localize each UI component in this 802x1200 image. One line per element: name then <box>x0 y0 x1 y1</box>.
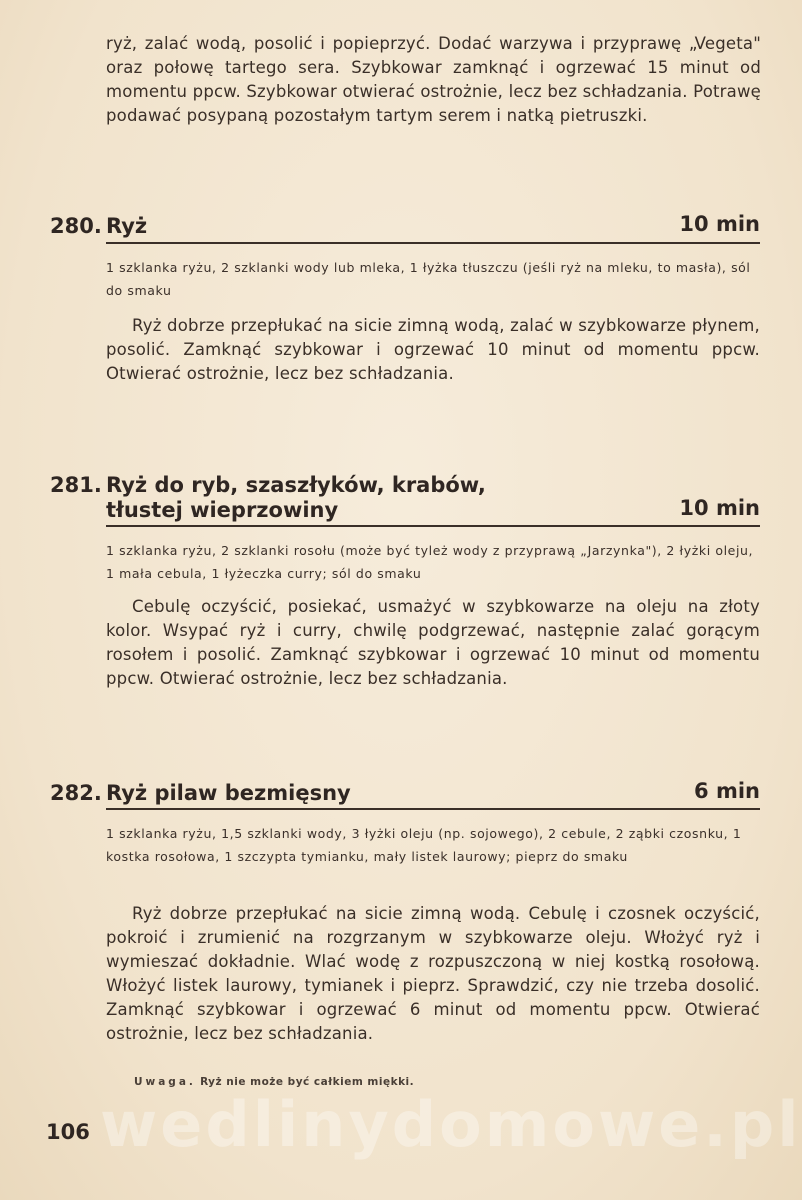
watermark: wedlinydomowe.pl <box>100 1088 802 1161</box>
recipe-282-title <box>50 780 760 806</box>
recipe-number: 282. <box>50 781 102 805</box>
recipe-time: 10 min <box>679 496 760 520</box>
recipe-282-method: Ryż dobrze przepłukać na sicie zimną wodą. Cebulę i czosnek oczyścić, pokroić i zrumienić na rozgrzanym w szybkowarze oleju. Włożyć ryż i wymieszać dokładnie. Wlać wodę z rozpuszczoną w niej kostką rosołową. Włożyć listek laurowy, tymianek i pieprz. Sprawdzić, czy nie trzeba dosolić. Zamknąć szybkowar i ogrzewać 6 minut od momentu ppcw. Otwierać ostrożnie, lecz bez schładzania. <box>106 904 760 1043</box>
recipe-name: Ryż pilaw bezmięsny <box>106 781 351 805</box>
recipe-name: Ryż do ryb, szaszłyków, krabów, <box>106 473 486 497</box>
note-text: Ryż nie może być całkiem miękki. <box>200 1076 415 1088</box>
page-number: 106 <box>46 1120 90 1144</box>
recipe-281-title-line2 <box>50 497 760 523</box>
title-rule <box>106 525 760 527</box>
recipe-281-ingredients: 1 szklanka ryżu, 2 szklanki rosołu (może być tyleż wody z przyprawą „Jarzynka"), 2 łyżki oleju, 1 mała cebula, 1 łyżeczka curry; sól do smaku <box>106 543 754 581</box>
recipe-number: 281. <box>50 473 102 497</box>
recipe-time: 10 min <box>679 212 760 236</box>
note-label: Uwaga. <box>134 1076 196 1088</box>
recipe-280-ingredients: 1 szklanka ryżu, 2 szklanki wody lub mleka, 1 łyżka tłuszczu (jeśli ryż na mleku, to masła), sól do smaku <box>106 260 751 298</box>
recipe-number: 280. <box>50 214 102 238</box>
recipe-name: Ryż <box>106 214 148 238</box>
recipe-281-title <box>50 472 760 498</box>
recipe-note <box>134 1076 414 1088</box>
title-rule <box>106 242 760 244</box>
recipe-280-title <box>50 213 760 239</box>
recipe-280-method: Ryż dobrze przepłukać na sicie zimną wodą, zalać w szybkowarze płynem, posolić. Zamknąć szybkowar i ogrzewać 10 minut od momentu ppcw. Otwierać ostrożnie, lecz bez schładzania. <box>106 316 760 383</box>
intro-paragraph: ryż, zalać wodą, posolić i popieprzyć. Dodać warzywa i przyprawę „Vegeta" oraz połowę tartego sera. Szybkowar zamknąć i ogrzewać 15 minut od momentu ppcw. Szybkowar otwierać ostrożnie, lecz bez schładzania. Potrawę podawać posypaną pozostałym tartym serem i natką pietruszki. <box>106 34 761 125</box>
recipe-281-method: Cebulę oczyścić, posiekać, usmażyć w szybkowarze na oleju na złoty kolor. Wsypać ryż i curry, chwilę podgrzewać, następnie zalać gorącym rosołem i posolić. Zamknąć szybkowar i ogrzewać 10 minut od momentu ppcw. Otwierać ostrożnie, lecz bez schładzania. <box>106 597 760 688</box>
recipe-name-line2: tłustej wieprzowiny <box>106 498 339 522</box>
recipe-282-ingredients: 1 szklanka ryżu, 1,5 szklanki wody, 3 łyżki oleju (np. sojowego), 2 cebule, 2 ząbki czosnku, 1 kostka rosołowa, 1 szczypta tymianku, mały listek laurowy; pieprz do smaku <box>106 826 742 864</box>
recipe-time: 6 min <box>694 779 760 803</box>
title-rule <box>106 808 760 810</box>
